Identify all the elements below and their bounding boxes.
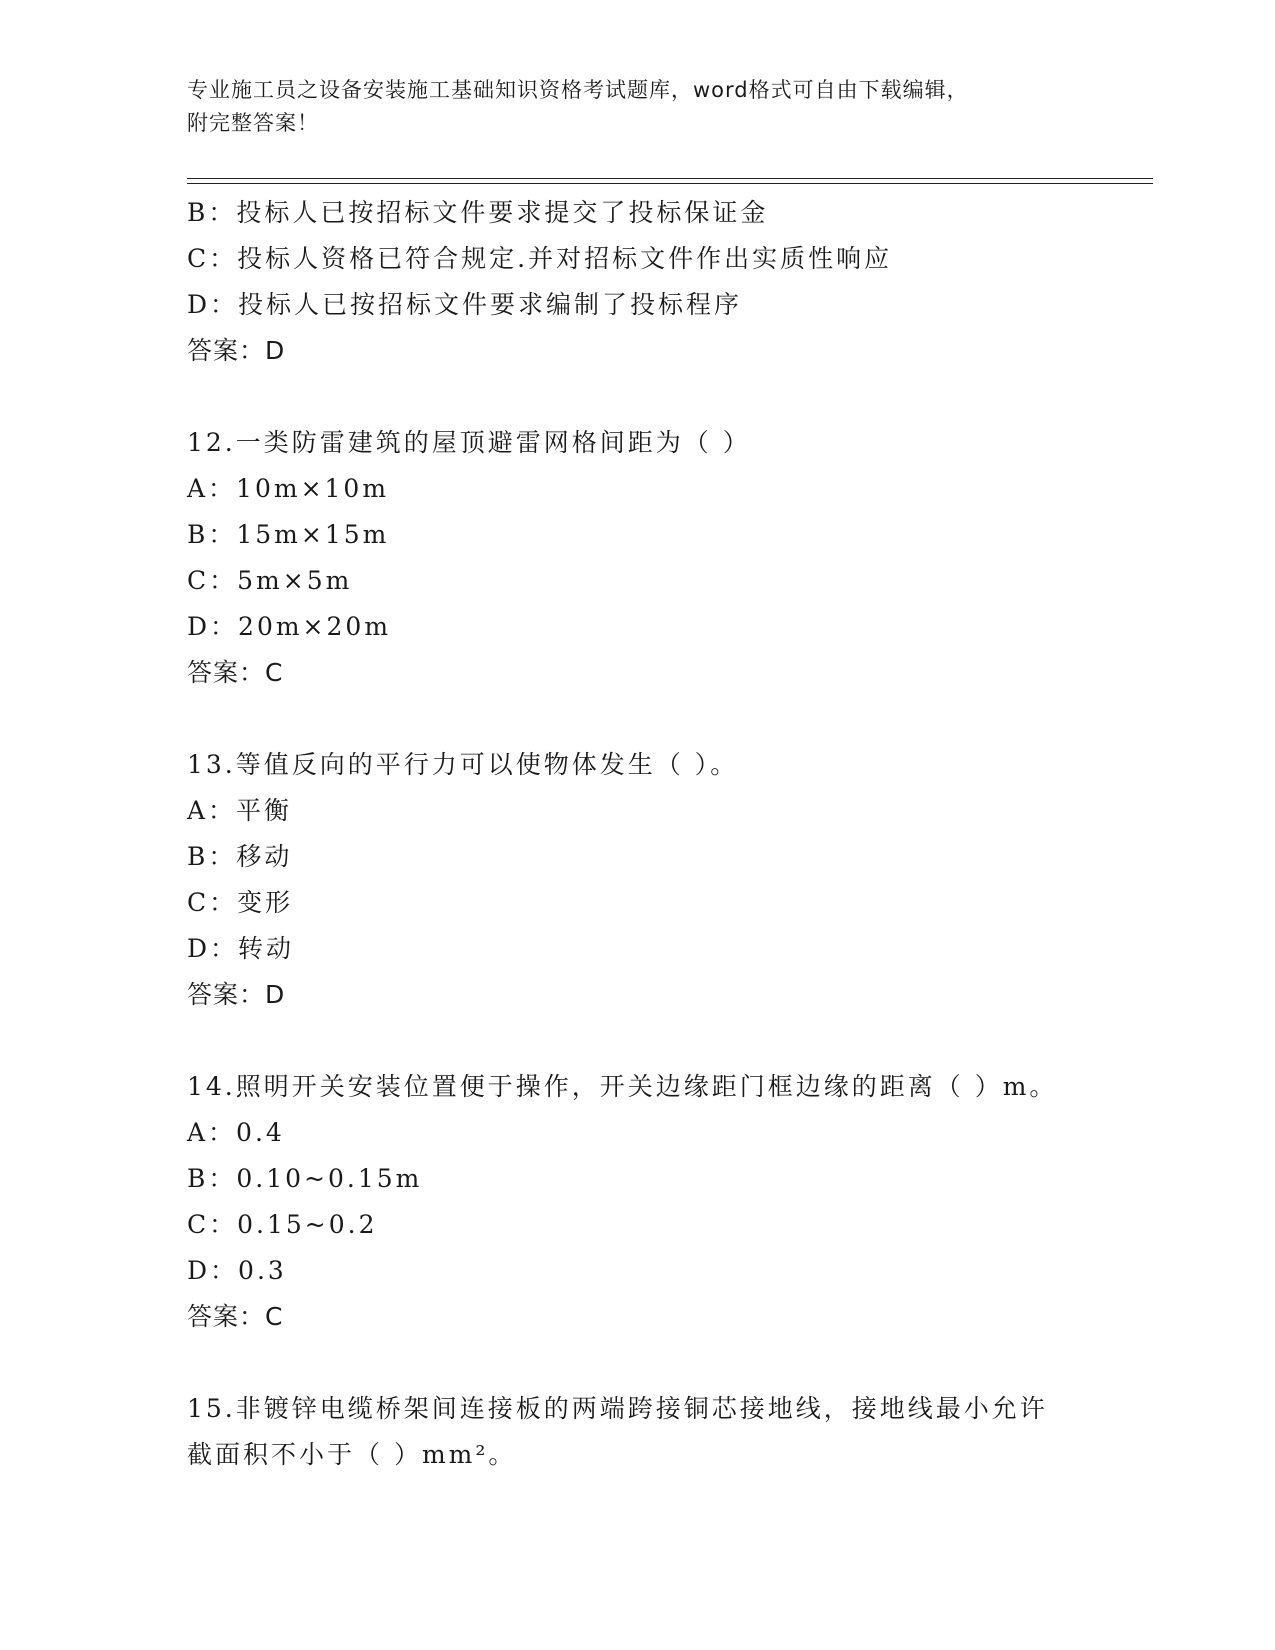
question-stem: 14.照明开关安装位置便于操作，开关边缘距门框边缘的距离（ ）m。: [187, 1072, 1058, 1101]
option-d: D：转动: [187, 934, 295, 963]
header-title-line-2: 附完整答案！: [187, 111, 319, 135]
option-b: B：移动: [187, 842, 293, 871]
question-block-13: [187, 742, 1147, 1018]
option-b: B：投标人已按招标文件要求提交了投标保证金: [187, 198, 769, 227]
document-header: [187, 74, 1067, 140]
option-c: C：变形: [187, 888, 294, 917]
question-block-14: [187, 1064, 1147, 1340]
option-b: B：0.10~0.15m: [187, 1164, 423, 1193]
option-a: A：0.4: [187, 1118, 285, 1147]
header-divider-bottom: [187, 183, 1153, 184]
question-list: [187, 190, 1147, 1478]
option-c: C：0.15~0.2: [187, 1210, 378, 1239]
question-block-12: [187, 420, 1147, 696]
option-a: A：平衡: [187, 796, 293, 825]
answer-line: 答案：D: [187, 980, 286, 1009]
header-title-line-1: 专业施工员之设备安装施工基础知识资格考试题库，word格式可自由下载编辑，: [187, 78, 969, 102]
question-block-prev: [187, 190, 1147, 374]
answer-line: 答案：C: [187, 658, 284, 687]
header-divider-top: [187, 178, 1153, 179]
question-stem: 12.一类防雷建筑的屋顶避雷网格间距为（ ）: [187, 428, 751, 457]
answer-line: 答案：D: [187, 336, 286, 365]
option-a: A：10m×10m: [187, 474, 390, 503]
answer-line: 答案：C: [187, 1302, 284, 1331]
option-c: C：5m×5m: [187, 566, 353, 595]
question-stem: 13.等值反向的平行力可以使物体发生（ ）。: [187, 750, 739, 779]
option-b: B：15m×15m: [187, 520, 390, 549]
question-block-15: [187, 1386, 1147, 1478]
option-c: C：投标人资格已符合规定.并对招标文件作出实质性响应: [187, 244, 893, 273]
question-stem: 15.非镀锌电缆桥架间连接板的两端跨接铜芯接地线，接地线最小允许: [187, 1394, 1048, 1423]
question-stem-continued: 截面积不小于（ ）mm²。: [187, 1440, 517, 1469]
option-d: D：20m×20m: [187, 612, 392, 641]
option-d: D：0.3: [187, 1256, 287, 1285]
option-d: D：投标人已按招标文件要求编制了投标程序: [187, 290, 743, 319]
